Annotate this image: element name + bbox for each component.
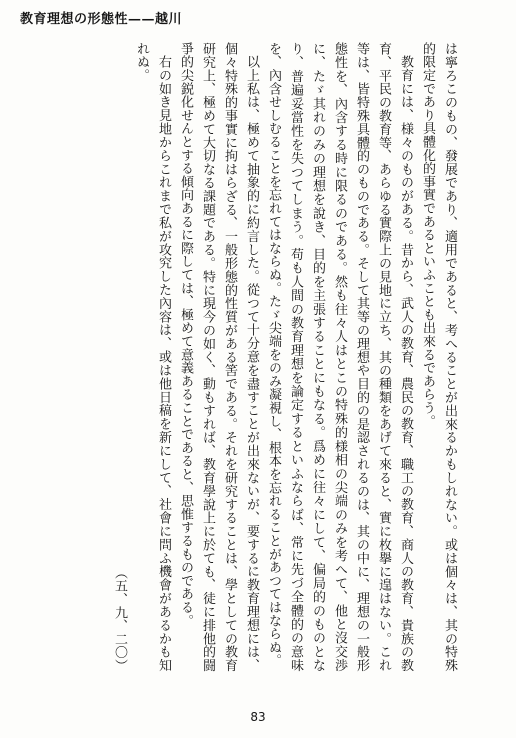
running-header: 教育理想の形態性——越川 — [20, 12, 183, 27]
page-number: 83 — [250, 710, 266, 724]
paragraph-4: 右の如き見地からこれまで私が攻究した內容は、或は他日稿を新にして、社會に問ふ機會があるかも知れぬ。 — [134, 42, 171, 672]
date-line: （五、九、二〇） — [112, 565, 127, 672]
paragraph-3: 以上私は、極めて抽象的に約言した。從つて十分意を盡すことが出來ないが、要するに教育理想には、個々特殊的事實に拘はらざる、一般形態的性質がある筈である。それを研究することは、學としての教育研究上、極めて大切なる課題である。特に現今の如く、動もすれば、教育學說上に於ても、徒に排他的闘爭的尖鋭化せんとする傾向あるに際しては、極めて意義あることであると、思惟するものである。 — [178, 42, 259, 672]
body-text — [108, 42, 460, 672]
paragraph-2: 教育には、様々のものがある。昔から、武人の教育、農民の教育、職工の教育、商人の教育、貴族の教育、平民の教育等、あらゆる實際上の見地に立ち、其の種類をあげて來ると、實に枚擧に遑はない。これ等は、皆特殊具體的のものである。そして其等の理想や目的の是認されるのは、其の中に、理想の一般形態性を、內含する時に限るのである。然も往々人はとこの特殊的様相の尖端のみを考へて、他と沒交渉に、たゞ其れのみの理想を說き、目的を主張することにもなる。爲めに往々にして、偏局的のものとなり、普遍妥當性を失つてしまう。苟も人間の教育理想を論定するといふならば、常に先づ全體的の意味を、內含せしむることを忘れてはならぬ。たゞ尖端をのみ凝視し、根本を忘れることがあつてはならぬ。 — [266, 42, 413, 672]
paragraph-1: は寧ろこのもの、發展であり、適用であると、考へることが出來るかもしれない。或は個々は、其の特殊的限定であり具體化的事實であるといふことも出來るであらう。 — [420, 42, 457, 672]
